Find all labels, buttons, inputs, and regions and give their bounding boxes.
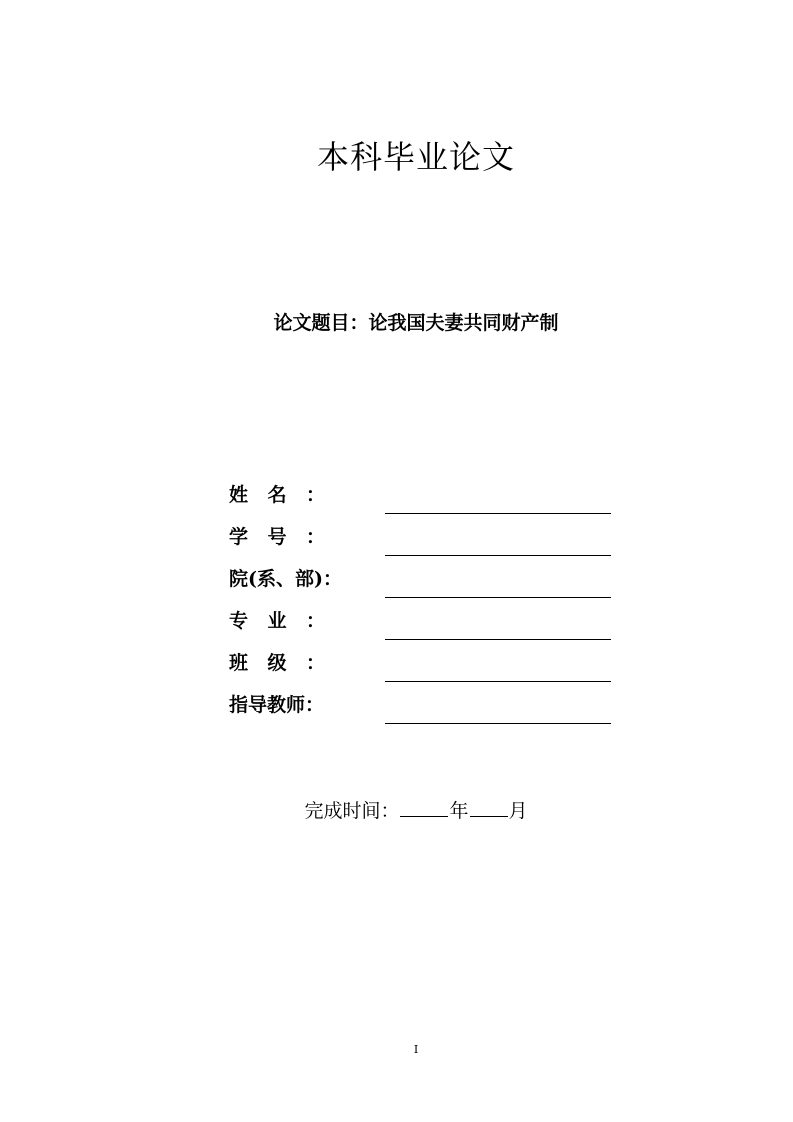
advisor-label: 指导教师： xyxy=(229,694,325,716)
major-label: 专业： xyxy=(229,610,325,632)
department-label: 院(系、部)： xyxy=(229,568,342,590)
page-number: I xyxy=(413,1043,419,1056)
thesis-topic-value: 论我国夫妻共同财产制 xyxy=(368,312,559,334)
thesis-topic-label: 论文题目： xyxy=(273,312,369,334)
form-row-major xyxy=(229,598,619,640)
form-row-name xyxy=(229,472,619,514)
student-id-label: 学号： xyxy=(229,526,325,548)
month-unit: 月 xyxy=(508,800,528,822)
year-unit: 年 xyxy=(449,800,469,822)
completion-label: 完成时间： xyxy=(304,800,400,822)
name-label: 姓名： xyxy=(229,484,325,506)
class-label: 班级： xyxy=(229,652,325,674)
page-title: 本科毕业论文 xyxy=(316,138,515,176)
form-row-student-id xyxy=(229,514,619,556)
form-row-department xyxy=(229,556,619,598)
advisor-field[interactable] xyxy=(385,723,611,724)
student-info-form xyxy=(229,472,619,724)
thesis-topic xyxy=(0,308,793,335)
form-row-advisor xyxy=(229,682,619,724)
completion-year-field[interactable] xyxy=(400,815,448,817)
completion-month-field[interactable] xyxy=(470,815,508,817)
form-row-class xyxy=(229,640,619,682)
completion-date xyxy=(0,796,793,823)
